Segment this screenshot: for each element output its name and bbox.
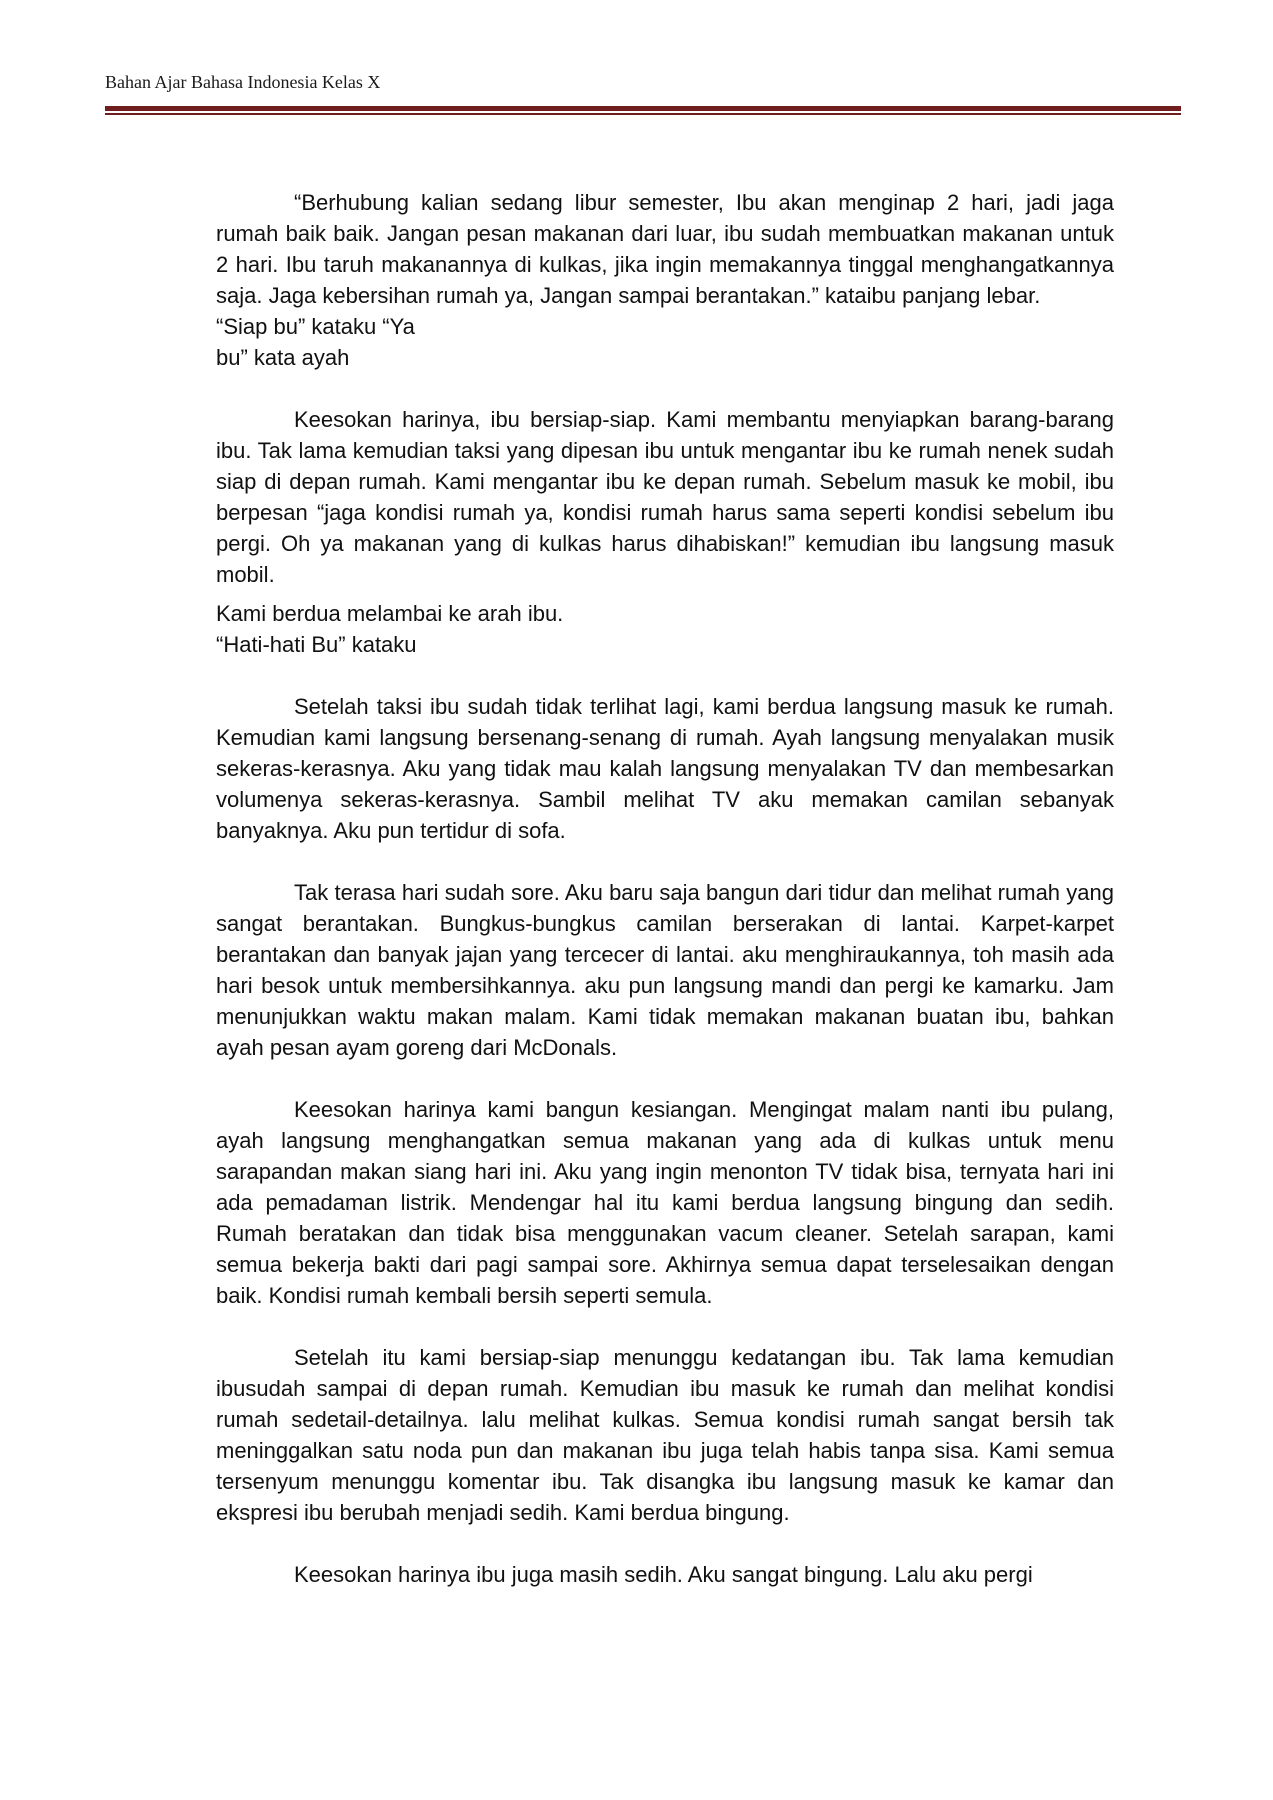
story-body <box>216 187 1114 1590</box>
paragraph-6: Setelah itu kami bersiap-siap menunggu kedatangan ibu. Tak lama kemudian ibusudah sampai di depan rumah. Kemudian ibu masuk ke rumah dan melihat kondisi rumah sedetail-detailnya. lalu melihat kulkas. Semua kondisi rumah sangat bersih tak meninggalkan satu noda pun dan makanan ibu juga telah habis tanpa sisa. Kami semua tersenyum menunggu komentar ibu. Tak disangka ibu langsung masuk ke kamar dan ekspresi ibu berubah menjadi sedih. Kami berdua bingung. <box>216 1345 1114 1525</box>
dialogue-line-1: “Siap bu” kataku “Ya <box>216 314 415 339</box>
header-rule-thick <box>105 106 1181 111</box>
dialogue-line-4: “Hati-hati Bu” kataku <box>216 632 417 657</box>
paragraph-7: Keesokan harinya ibu juga masih sedih. Aku sangat bingung. Lalu aku pergi <box>294 1562 1033 1587</box>
header-rule-thin <box>105 113 1181 115</box>
narration-line-3: Kami berdua melambai ke arah ibu. <box>216 601 564 626</box>
dialogue-line-2: bu” kata ayah <box>216 345 350 370</box>
paragraph-4: Tak terasa hari sudah sore. Aku baru saja bangun dari tidur dan melihat rumah yang sangat berantakan. Bungkus-bungkus camilan berserakan di lantai. Karpet-karpet berantakan dan banyak jajan yang tercecer di lantai. aku menghiraukannya, toh masih ada hari besok untuk membersihkannya. aku pun langsung mandi dan pergi ke kamarku. Jam menunjukkan waktu makan malam. Kami tidak memakan makanan buatan ibu, bahkan ayah pesan ayam goreng dari McDonals. <box>216 880 1114 1060</box>
paragraph-5: Keesokan harinya kami bangun kesiangan. Mengingat malam nanti ibu pulang, ayah langsung menghangatkan semua makanan yang ada di kulkas untuk menu sarapandan makan siang hari ini. Aku yang ingin menonton TV tidak bisa, ternyata hari ini ada pemadaman listrik. Mendengar hal itu kami berdua langsung bingung dan sedih. Rumah beratakan dan tidak bisa menggunakan vacum cleaner. Setelah sarapan, kami semua bekerja bakti dari pagi sampai sore. Akhirnya semua dapat terselesaikan dengan baik. Kondisi rumah kembali bersih seperti semula. <box>216 1097 1114 1308</box>
running-header: Bahan Ajar Bahasa Indonesia Kelas X <box>105 72 381 92</box>
paragraph-1: “Berhubung kalian sedang libur semester, Ibu akan menginap 2 hari, jadi jaga rumah baik baik. Jangan pesan makanan dari luar, ibu sudah membuatkan makanan untuk 2 hari. Ibu taruh makanannya di kulkas, jika ingin memakannya tinggal menghangatkannya saja. Jaga kebersihan rumah ya, Jangan sampai berantakan.” kataibu panjang lebar. <box>216 190 1114 308</box>
paragraph-2: Keesokan harinya, ibu bersiap-siap. Kami membantu menyiapkan barang-barang ibu. Tak lama kemudian taksi yang dipesan ibu untuk mengantar ibu ke rumah nenek sudah siap di depan rumah. Kami mengantar ibu ke depan rumah. Sebelum masuk ke mobil, ibu berpesan “jaga kondisi rumah ya, kondisi rumah harus sama seperti kondisi sebelum ibu pergi. Oh ya makanan yang di kulkas harus dihabiskan!” kemudian ibu langsung masuk mobil. <box>216 407 1114 587</box>
paragraph-3: Setelah taksi ibu sudah tidak terlihat lagi, kami berdua langsung masuk ke rumah. Kemudian kami langsung bersenang-senang di rumah. Ayah langsung menyalakan musik sekeras-kerasnya. Aku yang tidak mau kalah langsung menyalakan TV dan membesarkan volumenya sekeras-kerasnya. Sambil melihat TV aku memakan camilan sebanyak banyaknya. Aku pun tertidur di sofa. <box>216 694 1114 843</box>
